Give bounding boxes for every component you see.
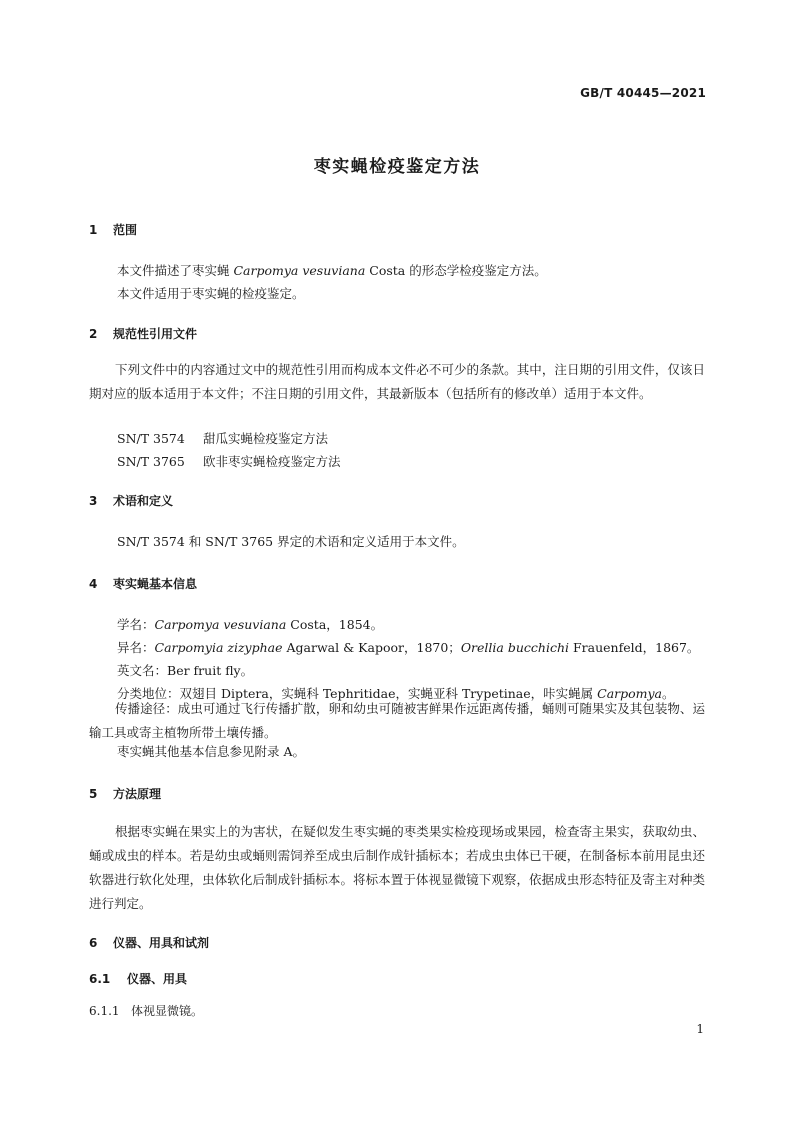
scientific-name-line bbox=[117, 615, 383, 633]
reference-item bbox=[117, 452, 341, 470]
scientific-name: Carpomya vesuviana bbox=[154, 617, 287, 632]
section-title: 范围 bbox=[113, 223, 138, 237]
spread-paragraph: 传播途径：成虫可通过飞行传播扩散，卵和幼虫可随被害鲜果作远距离传播，蛹则可随果实及其包装物、运输工具或寄主植物所带土壤传播。 bbox=[89, 701, 705, 740]
english-name-line bbox=[117, 661, 253, 679]
section-number: 3 bbox=[89, 494, 98, 508]
text: 分类地位：双翅目 Diptera，实蝇科 Tephritidae，实蝇亚科 Trypetinae，咔实蝇属 bbox=[117, 686, 598, 701]
standard-code: GB/T 40445—2021 bbox=[580, 86, 706, 100]
reference-name: 欧非枣实蝇检疫鉴定方法 bbox=[203, 454, 341, 469]
other-info-line: 枣实蝇其他基本信息参见附录 A。 bbox=[117, 744, 306, 759]
section-title: 枣实蝇基本信息 bbox=[113, 577, 198, 591]
section-title: 术语和定义 bbox=[113, 494, 174, 508]
section-2-heading bbox=[89, 325, 197, 342]
clause-6-1-1 bbox=[89, 1002, 203, 1019]
page-number: 1 bbox=[696, 1022, 704, 1036]
section-5-heading bbox=[89, 785, 161, 802]
clause-number: 6.1.1 bbox=[89, 1004, 120, 1018]
reference-item bbox=[117, 429, 328, 447]
section-1-para-2: 本文件适用于枣实蝇的检疫鉴定。 bbox=[117, 286, 305, 301]
section-1-heading bbox=[89, 221, 137, 238]
label: 英文名： bbox=[117, 663, 168, 678]
section-6-heading bbox=[89, 934, 209, 951]
label: 异名： bbox=[117, 640, 155, 655]
section-3-heading bbox=[89, 492, 173, 509]
reference-code: SN/T 3765 bbox=[117, 454, 185, 469]
synonym-name: Carpomyia zizyphae bbox=[154, 640, 283, 655]
section-2-para-1: 下列文件中的内容通过文中的规范性引用而构成本文件必不可少的条款。其中，注日期的引用文件，仅该日期对应的版本适用于本文件；不注日期的引用文件，其最新版本（包括所有的修改单）适用于本文件。 bbox=[89, 362, 705, 401]
section-title: 规范性引用文件 bbox=[113, 327, 198, 341]
synonym-name: Orellia bucchichi bbox=[460, 640, 570, 655]
section-number: 4 bbox=[89, 577, 98, 591]
section-5-para-1: 根据枣实蝇在果实上的为害状，在疑似发生枣实蝇的枣类果实检疫现场或果园，检查寄主果实，获取幼虫、蛹或成虫的样本。若是幼虫或蛹则需饲养至成虫后制作成针插标本；若成虫虫体已干硬，在制备标本前用昆虫还软器进行软化处理，虫体软化后制成针插标本。将标本置于体视显微镜下观察，依据成虫形态特征及寄主对种类进行判定。 bbox=[89, 824, 705, 911]
synonym-line bbox=[117, 638, 699, 656]
subsection-6-1-heading bbox=[89, 970, 187, 987]
genus-name: Carpomya bbox=[597, 686, 663, 701]
reference-code: SN/T 3574 bbox=[117, 431, 185, 446]
section-number: 5 bbox=[89, 787, 98, 801]
section-4-heading bbox=[89, 575, 197, 592]
text: 本文件描述了枣实蝇 bbox=[117, 263, 234, 278]
label: 学名： bbox=[117, 617, 155, 632]
scientific-name: Carpomya vesuviana bbox=[233, 263, 366, 278]
subsection-title: 仪器、用具 bbox=[127, 972, 188, 986]
section-1-para-1 bbox=[117, 261, 547, 279]
text: Frauenfeld，1867。 bbox=[569, 640, 700, 655]
section-number: 6 bbox=[89, 936, 98, 950]
text: 。 bbox=[662, 686, 675, 701]
section-title: 仪器、用具和试剂 bbox=[113, 936, 210, 950]
text: Costa，1854。 bbox=[286, 617, 384, 632]
section-3-para-1: SN/T 3574 和 SN/T 3765 界定的术语和定义适用于本文件。 bbox=[117, 534, 465, 549]
document-title: 枣实蝇检疫鉴定方法 bbox=[313, 157, 481, 177]
section-title: 方法原理 bbox=[113, 787, 162, 801]
subsection-number: 6.1 bbox=[89, 972, 111, 986]
text: Agarwal & Kapoor，1870； bbox=[282, 640, 461, 655]
clause-text: 体视显微镜。 bbox=[131, 1004, 204, 1018]
text: Costa 的形态学检疫鉴定方法。 bbox=[365, 263, 547, 278]
section-number: 2 bbox=[89, 327, 98, 341]
reference-name: 甜瓜实蝇检疫鉴定方法 bbox=[203, 431, 329, 446]
section-number: 1 bbox=[89, 223, 98, 237]
english-name: Ber fruit fly。 bbox=[167, 663, 254, 678]
